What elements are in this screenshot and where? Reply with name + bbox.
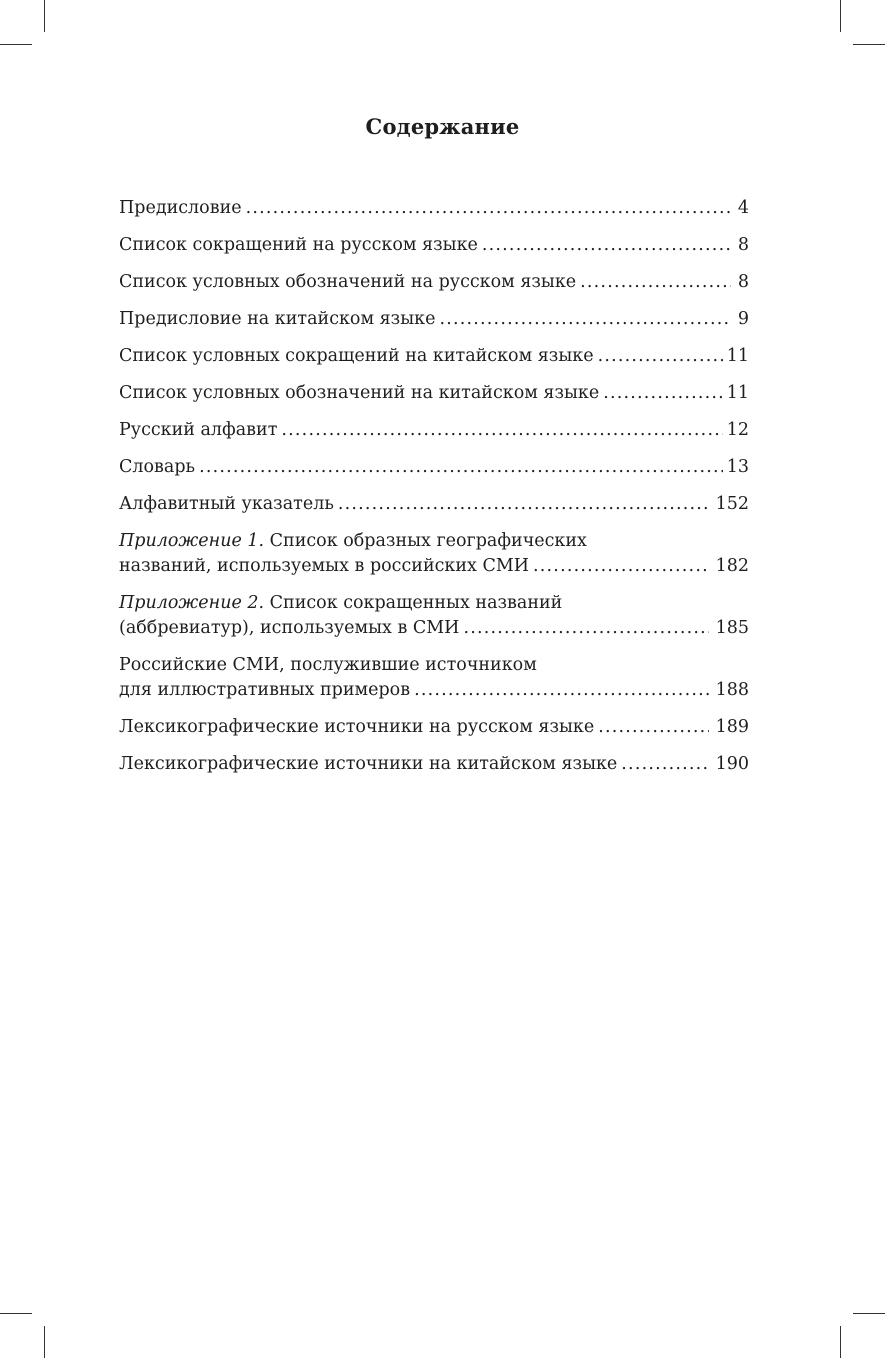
toc-entry-page: 185 bbox=[715, 618, 749, 638]
toc-entry-label: Алфавитный указатель bbox=[119, 494, 334, 514]
toc-entry-label: Список условных сокращений на китайском языке bbox=[119, 346, 594, 366]
toc-entry-prefix: Приложение 2. bbox=[119, 593, 265, 613]
toc-entry-page: 11 bbox=[726, 346, 749, 366]
dot-leader bbox=[598, 715, 709, 740]
toc-entry-prefix: Приложение 1. bbox=[119, 531, 265, 551]
crop-mark bbox=[0, 1313, 32, 1314]
table-of-contents bbox=[119, 196, 749, 789]
toc-entry-label: Словарь bbox=[119, 457, 196, 477]
dot-leader bbox=[621, 752, 709, 777]
dot-leader bbox=[338, 492, 709, 517]
toc-entry-label: (аббревиатур), используемых в СМИ bbox=[119, 618, 460, 638]
toc-entry-label-line1: Список сокращенных названий bbox=[264, 593, 563, 613]
dot-leader bbox=[533, 554, 709, 579]
toc-entry-page: 152 bbox=[715, 494, 749, 514]
toc-entry[interactable] bbox=[119, 591, 749, 641]
toc-entry-label: Предисловие bbox=[119, 198, 242, 218]
dot-leader bbox=[414, 678, 709, 703]
toc-entry-label-line1: Список образных географических bbox=[264, 531, 587, 551]
dot-leader bbox=[439, 307, 731, 332]
toc-entry-page: 11 bbox=[726, 383, 749, 403]
toc-entry[interactable] bbox=[119, 752, 749, 777]
toc-entry-label: Предисловие на китайском языке bbox=[119, 309, 436, 329]
toc-entry-page: 12 bbox=[726, 420, 749, 440]
dot-leader bbox=[463, 616, 709, 641]
toc-entry-page: 188 bbox=[715, 680, 749, 700]
crop-mark bbox=[44, 0, 45, 32]
toc-entry[interactable] bbox=[119, 455, 749, 480]
toc-entry-page: 4 bbox=[737, 198, 749, 218]
toc-entry-label: Список условных обозначений на русском языке bbox=[119, 272, 577, 292]
toc-entry[interactable] bbox=[119, 418, 749, 443]
crop-mark bbox=[840, 0, 841, 32]
crop-mark bbox=[853, 44, 885, 45]
toc-entry-page: 9 bbox=[737, 309, 749, 329]
toc-entry[interactable] bbox=[119, 381, 749, 406]
toc-entry-label: Лексикографические источники на китайском языке bbox=[119, 754, 618, 774]
toc-entry-label-line1: Российские СМИ, послужившие источником bbox=[119, 655, 537, 675]
toc-entry[interactable] bbox=[119, 344, 749, 369]
toc-entry-label: Список условных обозначений на китайском языке bbox=[119, 383, 600, 403]
crop-mark bbox=[44, 1326, 45, 1358]
dot-leader bbox=[603, 381, 723, 406]
crop-mark bbox=[0, 44, 32, 45]
toc-entry-page: 13 bbox=[726, 457, 749, 477]
toc-entry-page: 190 bbox=[715, 754, 749, 774]
dot-leader bbox=[482, 233, 731, 258]
toc-entry-page: 8 bbox=[737, 235, 749, 255]
toc-entry-label: названий, используемых в российских СМИ bbox=[119, 556, 530, 576]
toc-entry-page: 182 bbox=[715, 556, 749, 576]
toc-entry[interactable] bbox=[119, 233, 749, 258]
toc-entry-page: 189 bbox=[715, 717, 749, 737]
toc-entry[interactable] bbox=[119, 196, 749, 221]
dot-leader bbox=[598, 344, 723, 369]
toc-entry[interactable] bbox=[119, 270, 749, 295]
toc-entry[interactable] bbox=[119, 715, 749, 740]
toc-entry-label: для иллюстративных примеров bbox=[119, 680, 411, 700]
crop-mark bbox=[840, 1326, 841, 1358]
dot-leader bbox=[246, 196, 731, 221]
toc-entry-page: 8 bbox=[737, 272, 749, 292]
toc-entry-label: Русский алфавит bbox=[119, 420, 278, 440]
page-title: Содержание bbox=[365, 114, 520, 139]
dot-leader bbox=[580, 270, 731, 295]
toc-entry-label: Список сокращений на русском языке bbox=[119, 235, 478, 255]
toc-entry[interactable] bbox=[119, 307, 749, 332]
toc-entry-label: Лексикографические источники на русском языке bbox=[119, 717, 595, 737]
toc-entry[interactable] bbox=[119, 492, 749, 517]
dot-leader bbox=[199, 455, 723, 480]
toc-entry[interactable] bbox=[119, 653, 749, 703]
crop-mark bbox=[853, 1313, 885, 1314]
toc-entry[interactable] bbox=[119, 529, 749, 579]
dot-leader bbox=[281, 418, 722, 443]
